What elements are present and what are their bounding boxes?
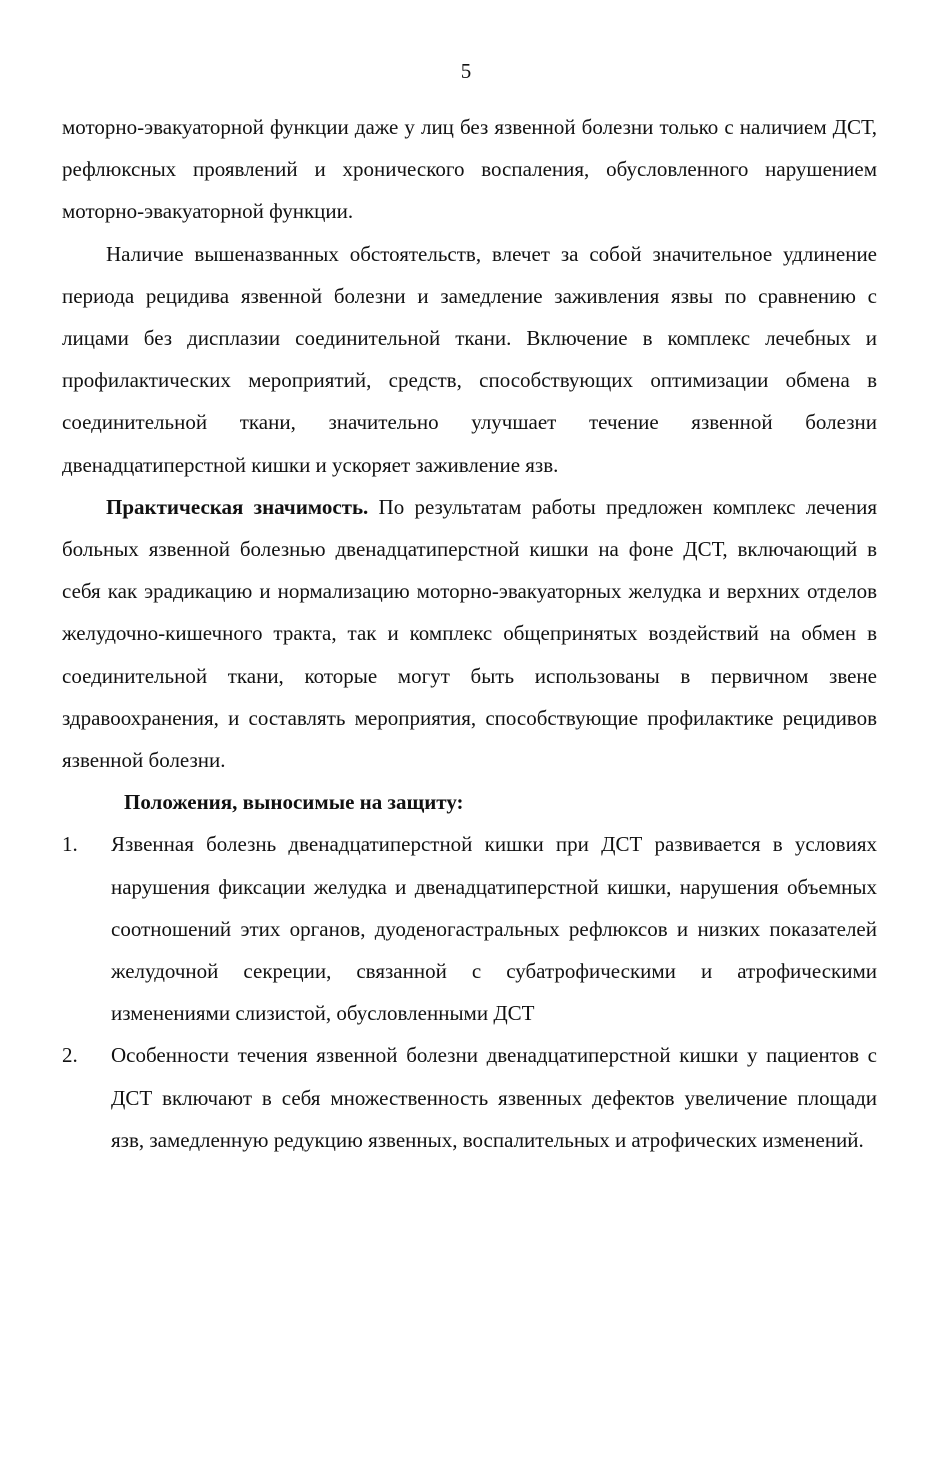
paragraph-practical-significance [62,486,877,781]
thesis-item-1 [62,823,877,1034]
paragraph-circumstances: Наличие вышеназванных обстоятельств, влечет за собой значительное удлинение периода рецидива язвенной болезни и замедление заживления язвы по сравнению с лицами без дисплазии соединительной ткани. Включение в комплекс лечебных и профилактических мероприятий, средств, способствующих оптимизации обмена в соединительной ткани, значительно улучшает течение язвенной болезни двенадцатиперстной кишки и ускоряет заживление язв. [62,241,877,477]
theses-heading: Положения, выносимые на защиту: [124,790,464,815]
body-text [62,106,877,1161]
thesis-text: Язвенная болезнь двенадцатиперстной кишки при ДСТ развивается в условиях нарушения фиксации желудка и двенадцатиперстной кишки, нарушения объемных соотношений этих органов, дуоденогастральных рефлюксов и низких показателей желудочной секреции, связанной с субатрофическими и атрофическими изменениями слизистой, обусловленными ДСТ [111,832,877,1026]
paragraph-continuation: моторно-эвакуаторной функции даже у лиц без язвенной болезни только с наличием ДСТ, рефлюксных проявлений и хронического воспаления, обусловленного нарушением моторно-эвакуаторной функции. [62,115,877,224]
thesis-number: 1. [62,832,78,857]
practical-significance-label: Практическая значимость. [106,494,369,519]
page-number: 5 [460,59,472,83]
thesis-item-2 [62,1034,877,1161]
thesis-number: 2. [62,1043,78,1068]
thesis-text: Особенности течения язвенной болезни двенадцатиперстной кишки у пациентов с ДСТ включают в себя множественность язвенных дефектов увеличение площади язв, замедленную редукцию язвенных, воспалительных и атрофических изменений. [111,1043,877,1152]
practical-significance-text: По результатам работы предложен комплекс лечения больных язвенной болезнью двенадцатиперстной кишки на фоне ДСТ, включающий в себя как эрадикацию и нормализацию моторно-эвакуаторных желудка и верхних отделов желудочно-кишечного тракта, так и комплекс общепринятых воздействий на обмен в соединительной ткани, которые могут быть использованы в первичном звене здравоохранения, и составлять мероприятия, способствующие профилактике рецидивов язвенной болезни. [62,494,877,773]
